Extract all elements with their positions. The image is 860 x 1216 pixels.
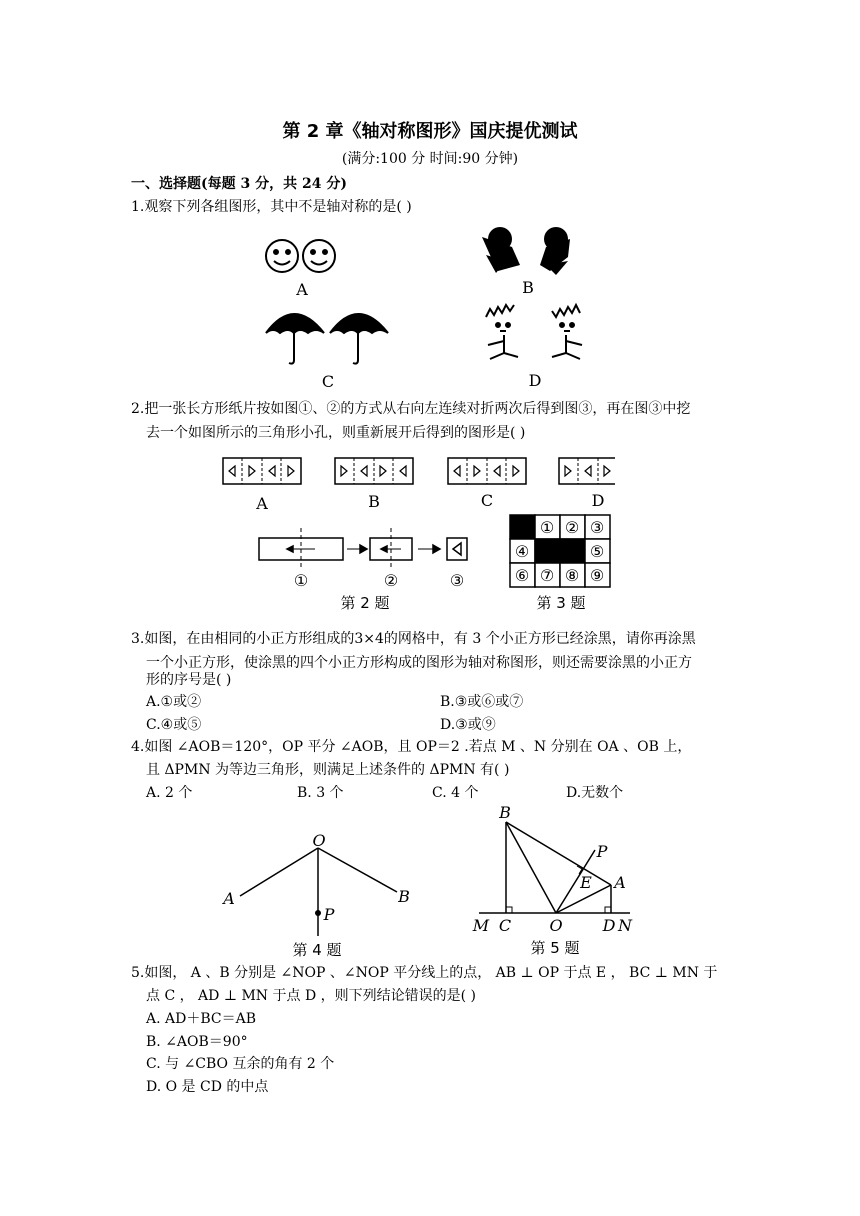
- q3-option-d: D.③或⑨: [440, 717, 496, 733]
- q3-cell-4: ④: [514, 542, 530, 561]
- q2-option-label-d: D: [591, 491, 605, 510]
- q3-grid-figure: [505, 512, 615, 618]
- q5-label-m: M: [472, 916, 490, 935]
- q2-step-label-1: ①: [293, 571, 309, 590]
- q3-caption: 第 3 题: [536, 594, 586, 612]
- q5-option-d: D. O 是 CD 的中点: [146, 1079, 269, 1095]
- q4-option-a: A. 2 个: [146, 785, 193, 801]
- section-heading: 一、选择题(每题 3 分，共 24 分): [131, 176, 347, 192]
- q4-stem-line1: 4.如图 ∠AOB＝120°，OP 平分 ∠AOB，且 OP＝2 .若点 M 、N 分别在 OA 、OB 上，: [131, 739, 692, 755]
- q5-stem-line1: 5.如图， A 、B 分别是 ∠NOP 、∠NOP 平分线上的点， AB ⊥ OP 于点 E ， BC ⊥ MN 于: [131, 965, 718, 981]
- q2-option-label-b: B: [368, 492, 380, 511]
- q3-cell-9: ⑨: [589, 566, 605, 585]
- q3-cell-5: ⑤: [589, 542, 605, 561]
- q3-stem-line2: 一个小正方形，使涂黑的四个小正方形构成的图形为轴对称图形，则还需要涂黑的小正方: [146, 655, 692, 671]
- q3-option-b: B.③或⑥或⑦: [440, 694, 524, 710]
- q2-step-label-2: ②: [383, 571, 399, 590]
- q2-stem-line2: 去一个如图所示的三角形小孔，则重新展开后得到的图形是( ): [146, 425, 526, 441]
- q2-holes: [229, 466, 610, 476]
- q1-option-b-figure: [482, 227, 570, 275]
- q3-stem-line3: 形的序号是( ): [146, 672, 232, 688]
- q3-option-c: C.④或⑤: [146, 717, 202, 733]
- q5-label-b: B: [499, 803, 511, 822]
- q4-option-c: C. 4 个: [432, 785, 479, 801]
- q4-label-p: P: [323, 905, 335, 924]
- q4-label-b: B: [398, 887, 410, 906]
- q1-option-c-figure: [266, 314, 388, 364]
- q5-stem-line2: 点 C ， AD ⊥ MN 于点 D ，则下列结论错误的是( ): [146, 988, 476, 1004]
- q2-fold-lines: [242, 458, 598, 484]
- q2-option-label-c: C: [480, 491, 494, 510]
- q1-label-b: B: [522, 278, 534, 297]
- q2-option-strips: [223, 458, 615, 484]
- q5-caption: 第 5 题: [530, 939, 580, 957]
- q1-option-d-figure: [486, 305, 582, 359]
- q3-stem-line1: 3.如图，在由相同的小正方形组成的3×4的网格中，有 3 个小正方形已经涂黑，请你再涂黑: [131, 631, 696, 647]
- q3-cell-7: ⑦: [539, 566, 555, 585]
- q4-option-d: D.无数个: [566, 785, 624, 801]
- page-title: 第 2 章《轴对称图形》国庆提优测试: [282, 121, 578, 142]
- q4-option-b: B. 3 个: [297, 785, 344, 801]
- q1-label-c: C: [321, 372, 335, 391]
- q5-figure: [465, 800, 645, 962]
- q3-cell-8: ⑧: [564, 566, 580, 585]
- q4-stem-line2: 且 ΔPMN 为等边三角形，则满足上述条件的 ΔPMN 有( ): [146, 762, 510, 778]
- q1-label-d: D: [528, 371, 542, 390]
- q5-option-a: A. AD＋BC＝AB: [146, 1011, 257, 1027]
- q5-label-o: O: [549, 916, 563, 935]
- page-subtitle: (满分:100 分 时间:90 分钟): [341, 151, 519, 167]
- q2-step-label-3: ③: [449, 571, 465, 590]
- q3-cell-6: ⑥: [514, 566, 530, 585]
- q5-label-n: N: [618, 916, 632, 935]
- q5-label-e: E: [580, 873, 592, 892]
- q1-label-a: A: [296, 280, 308, 299]
- q4-label-o: O: [312, 831, 326, 850]
- q4-figure: [215, 828, 415, 963]
- q1-figure: [250, 225, 590, 395]
- q3-cell-1: ①: [539, 518, 555, 537]
- q5-option-c: C. 与 ∠CBO 互余的角有 2 个: [146, 1056, 335, 1072]
- q1-stem: 1.观察下列各组图形，其中不是轴对称的是( ): [131, 199, 412, 215]
- q2-stem-line1: 2.把一张长方形纸片按如图①、②的方式从右向左连续对折两次后得到图③，再在图③中挖: [131, 401, 691, 417]
- q3-cell-2: ②: [564, 518, 580, 537]
- q5-label-c: C: [498, 916, 512, 935]
- q5-label-a: A: [614, 873, 626, 892]
- q4-caption: 第 4 题: [292, 941, 342, 959]
- q2-option-label-a: A: [256, 494, 268, 513]
- q4-label-a: A: [223, 889, 235, 908]
- q1-option-a-figure: [266, 240, 335, 272]
- q3-cell-3: ③: [589, 518, 605, 537]
- q5-option-b: B. ∠AOB＝90°: [146, 1034, 248, 1050]
- q2-caption: 第 2 题: [340, 594, 390, 612]
- q2-fold-steps: [259, 528, 467, 570]
- q3-option-a: A.①或②: [146, 694, 202, 710]
- q5-label-p: P: [596, 842, 608, 861]
- q5-label-d: D: [602, 916, 616, 935]
